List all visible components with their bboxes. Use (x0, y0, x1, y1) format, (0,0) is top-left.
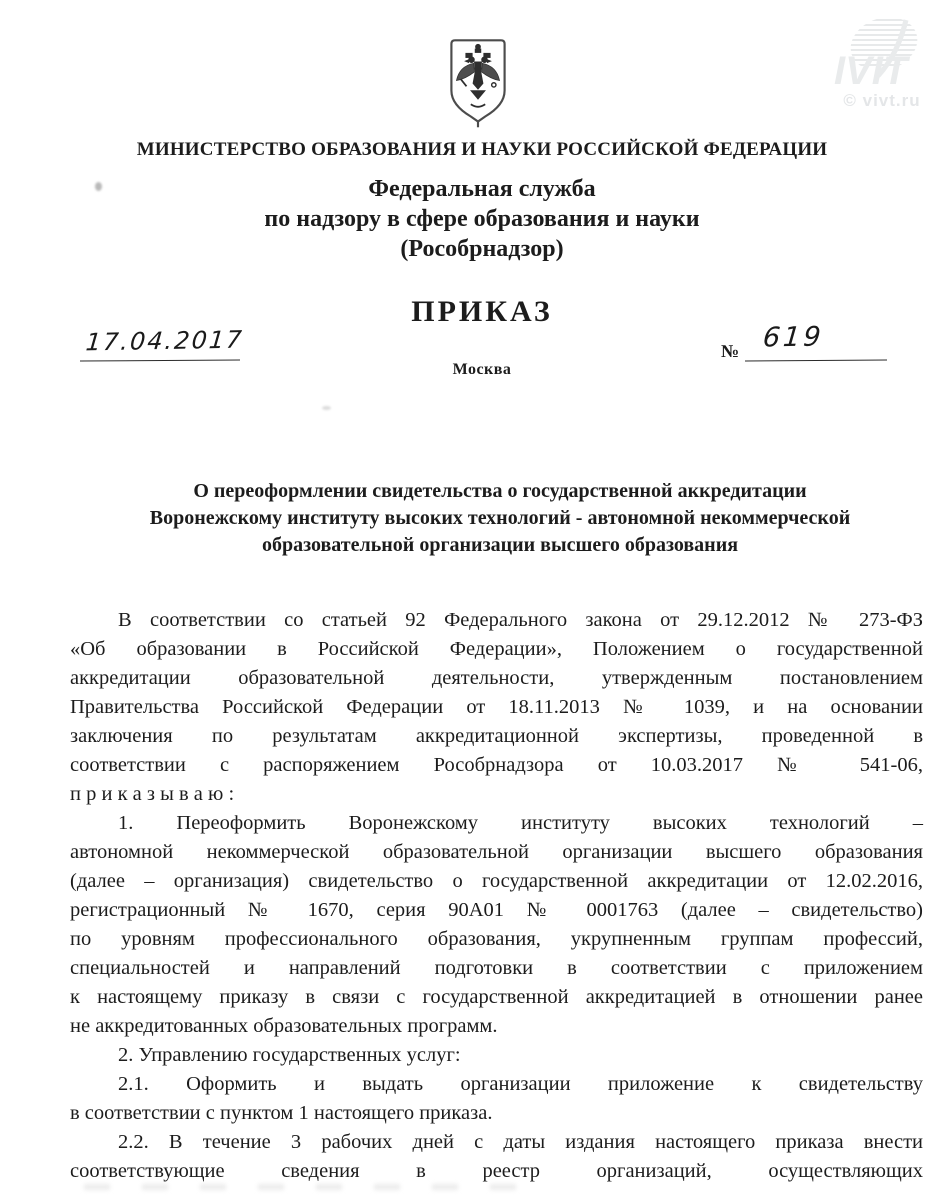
body-line: специальностей и направлений подготовки в соответствии с приложением (70, 957, 923, 979)
scan-speck (322, 406, 331, 410)
vivt-logo-icon (822, 14, 942, 92)
cutoff-next-line-ghost (84, 1184, 524, 1190)
body-line: соответствующие сведения в реестр организаций, осуществляющих (70, 1160, 923, 1182)
body-line: в соответствии с пунктом 1 настоящего приказа. (70, 1102, 493, 1124)
body-line: соответствии с распоряжением Рособрнадзора от 10.03.2017 № 541-06, (70, 754, 923, 776)
body-line: 2. Управлению государственных услуг: (118, 1044, 461, 1066)
body-line: «Об образовании в Российской Федерации», Положением о государственной (70, 638, 923, 660)
russia-coat-of-arms-icon (441, 36, 515, 128)
body-line: п р и к а з ы в а ю : (70, 783, 235, 805)
body-line: Правительства Российской Федерации от 18.11.2013 № 1039, и на основании (70, 696, 923, 718)
body-line: регистрационный № 1670, серия 90А01 № 0001763 (далее – свидетельство) (70, 899, 923, 921)
body-line: к настоящему приказу в связи с государственной аккредитацией в отношении ранее (70, 986, 923, 1008)
handwritten-number: 619 (761, 321, 825, 354)
handwritten-date: 17.04.2017 (84, 325, 245, 357)
body-line: не аккредитованных образовательных программ. (70, 1015, 498, 1037)
scan-speck (95, 182, 102, 191)
agency-name (12, 174, 952, 264)
site-watermark (812, 14, 952, 111)
body-line: (далее – организация) свидетельство о государственной аккредитации от 12.02.2016, (70, 870, 923, 892)
body-line: аккредитации образовательной деятельности, утвержденным постановлением (70, 667, 923, 689)
body-line: заключения по результатам аккредитационной экспертизы, проведенной в (70, 725, 923, 747)
body-line: 1. Переоформить Воронежскому институту высоких технологий – (118, 812, 923, 834)
body-line: 2.2. В течение 3 рабочих дней с даты издания настоящего приказа внести (118, 1131, 923, 1153)
order-title-line2: Воронежскому институту высоких технологий - автономной некоммерческой (149, 507, 851, 529)
body-line: В соответствии со статьей 92 Федерального закона от 29.12.2012 № 273-ФЗ (118, 609, 923, 631)
body-line: по уровням профессионального образования, укрупненным группам профессий, (70, 928, 923, 950)
agency-name-line3: (Рособрнадзор) (400, 236, 564, 262)
ministry-name: МИНИСТЕРСТВО ОБРАЗОВАНИЯ И НАУКИ РОССИЙСКОЙ ФЕДЕРАЦИИ (136, 139, 828, 160)
city-label: Москва (452, 361, 512, 378)
document-type: ПРИКАЗ (411, 295, 553, 328)
agency-name-line2: по надзору в сфере образования и науки (264, 206, 700, 232)
order-title (70, 478, 930, 559)
number-sign: № (721, 341, 740, 361)
body-line: 2.1. Оформить и выдать организации приложение к свидетельству (118, 1073, 923, 1095)
watermark-copyright: © vivt.ru (843, 91, 921, 110)
order-title-line3: образовательной организации высшего образования (261, 534, 739, 556)
document-body (70, 606, 923, 1186)
body-line: автономной некоммерческой образовательной организации высшего образования (70, 841, 923, 863)
agency-name-line1: Федеральная служба (368, 176, 596, 202)
svg-text:IVIT: IVIT (834, 49, 908, 92)
order-title-line1: О переоформлении свидетельства о государственной аккредитации (193, 480, 807, 502)
